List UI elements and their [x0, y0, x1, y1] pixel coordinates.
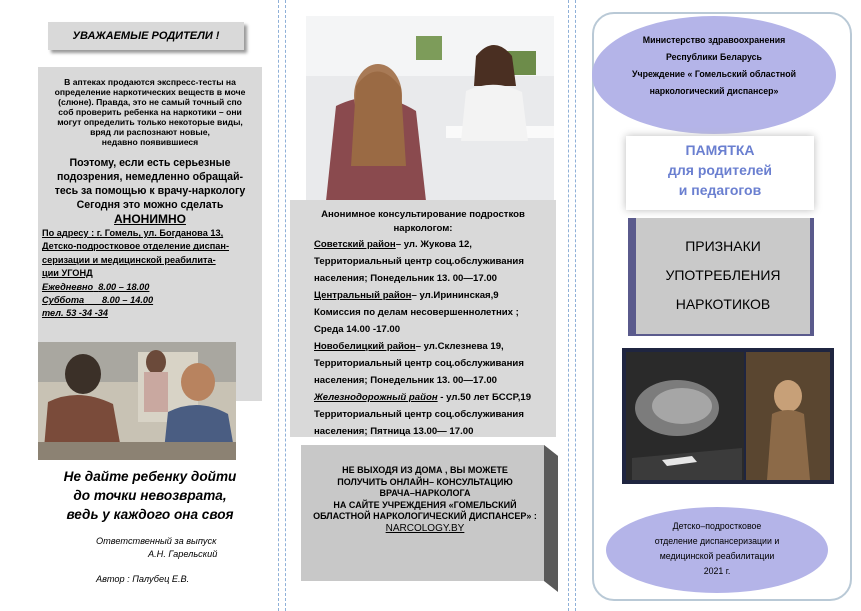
department-line: медицинской реабилитации [659, 551, 775, 561]
signs-line: ПРИЗНАКИ [685, 238, 761, 254]
appeal-text [38, 156, 262, 226]
memo-line: ПАМЯТКА [685, 142, 755, 158]
test-info-text [38, 77, 262, 147]
consultation-photo [306, 16, 554, 201]
father-son-photo [38, 342, 236, 460]
district-list [314, 236, 556, 440]
intro-line: (слюне). Правда, это не самый точный спо [58, 97, 242, 107]
district-line: Территориальный центр соц.обслуживания [314, 256, 524, 267]
slogan-line: Не дайте ребенку дойти [63, 469, 237, 484]
district-name: Советский район [314, 239, 396, 250]
hours-block [42, 281, 262, 321]
fold-line-right-inner [575, 0, 576, 611]
responsible-name: А.Н. Гарельский [148, 549, 218, 559]
phone-number: тел. 53 -34 -34 [42, 308, 108, 319]
fold-line-left-inner [285, 0, 286, 611]
district-item [314, 389, 556, 440]
ministry-line: Министерство здравоохранения [642, 35, 786, 45]
department-line: отделение диспансеризации и [654, 536, 780, 546]
department-line: Детско–подростковое [672, 521, 762, 531]
fold-line-left [278, 0, 279, 611]
responsible-label: Ответственный за выпуск [96, 536, 217, 546]
district-line: Территориальный центр соц.обслуживания [314, 358, 524, 369]
district-name: Центральный район [314, 290, 412, 301]
district-item [314, 236, 556, 287]
district-address: – ул.Склезнева 19, [415, 341, 504, 352]
addiction-photo [622, 348, 834, 484]
ministry-line: наркологический диспансер» [649, 86, 779, 96]
ministry-line: Республики Беларусь [666, 52, 762, 62]
address-line: ции УГОНД [42, 268, 93, 279]
online-line: ОБЛАСТНОЙ НАРКОЛОГИЧЕСКИЙ ДИСПАНСЕР» : [313, 511, 537, 522]
memo-line: и педагогов [678, 182, 762, 198]
slogan [38, 467, 262, 524]
appeal-line: Поэтому, если есть серьезные [69, 157, 231, 169]
online-line: НЕ ВЫХОДЯ ИЗ ДОМА , ВЫ МОЖЕТЕ [342, 465, 508, 475]
slogan-line: до точки невозврата, [73, 488, 227, 503]
district-address: – ул. Жукова 12, [395, 239, 472, 250]
ministry-line: Учреждение « Гомельский областной [632, 69, 796, 79]
district-address: - ул.50 лет БССР,19 [437, 392, 532, 403]
hours-day: Суббота [42, 295, 85, 306]
ministry-ellipse [592, 16, 836, 134]
hours-time: 8.00 – 14.00 [102, 295, 154, 306]
memo-line: для родителей [668, 162, 772, 178]
address-line: серизации и медицинской реабилита- [42, 254, 216, 265]
signs-line: УПОТРЕБЛЕНИЯ [665, 267, 781, 283]
department-year: 2021 г. [703, 566, 731, 576]
appeal-line: подозрения, немедленно обращай- [56, 171, 244, 183]
website-link[interactable]: NARCOLOGY.BY [385, 522, 465, 534]
district-line: Территориальный центр соц.обслуживания [314, 409, 524, 420]
memo-title [626, 136, 814, 210]
district-line: населения; Понедельник 13. 00—17.00 [314, 273, 497, 284]
consultation-title [290, 208, 556, 236]
appeal-line: Сегодня это можно сделать [76, 199, 224, 211]
consultation-box [290, 200, 556, 437]
district-line: населения; Понедельник 13. 00—17.00 [314, 375, 497, 386]
consult-title-line: Анонимное консультирование подростков [321, 209, 525, 220]
district-line: Среда 14.00 -17.00 [314, 324, 401, 335]
intro-line: определение наркотических веществ в моче [54, 87, 246, 97]
slogan-line: ведь у каждого она своя [66, 507, 234, 522]
fold-line-right [568, 0, 569, 611]
intro-line: могут определить только некоторые виды, [57, 117, 243, 127]
online-line: ПОЛУЧИТЬ ОНЛАЙН– КОНСУЛЬТАЦИЮ [337, 476, 513, 487]
signs-title [636, 218, 810, 334]
address-line: По адресу : г. Гомель, ул. Богданова 13, [42, 228, 224, 238]
intro-line: вряд ли распознают новые, [90, 127, 210, 137]
intro-line: соб проверить ребенка на наркотики – они [58, 107, 242, 117]
anonymous-label: АНОНИМНО [114, 212, 186, 226]
appeal-line: тесь за помощью к врачу-наркологу [54, 185, 246, 197]
district-item [314, 338, 556, 389]
district-line: населения; Пятница 13.00— 17.00 [314, 426, 474, 437]
hours-row [42, 281, 262, 294]
hours-day: Ежедневно [42, 281, 94, 292]
online-line: ВРАЧА–НАРКОЛОГА [379, 488, 471, 499]
hours-time: 8.00 – 18.00 [98, 281, 150, 292]
address-block [42, 227, 262, 281]
department-ellipse [606, 507, 828, 593]
online-line: НА САЙТЕ УЧРЕЖДЕНИЯ «ГОМЕЛЬСКИЙ [333, 499, 517, 510]
district-line: Комиссия по делам несовершеннолетних ; [314, 307, 519, 318]
district-address: – ул.Ирининская,9 [411, 290, 499, 301]
online-consult-text [301, 445, 549, 585]
address-line: Детско-подростковое отделение диспан- [42, 241, 230, 252]
intro-line: В аптеках продаются экспресс-тесты на [64, 77, 236, 87]
parents-heading: УВАЖАЕМЫЕ РОДИТЕЛИ ! [48, 22, 244, 50]
district-name: Железнодорожный район [314, 392, 438, 403]
district-item [314, 287, 556, 338]
district-name: Новобелицкий район [314, 341, 416, 352]
intro-line: недавно появившиеся [101, 137, 199, 147]
signs-line: НАРКОТИКОВ [675, 296, 771, 312]
consult-title-line: наркологом: [393, 223, 453, 234]
hours-row [42, 294, 262, 307]
credits-box [38, 532, 262, 594]
author-name: Автор : Палубец Е.В. [96, 574, 190, 584]
